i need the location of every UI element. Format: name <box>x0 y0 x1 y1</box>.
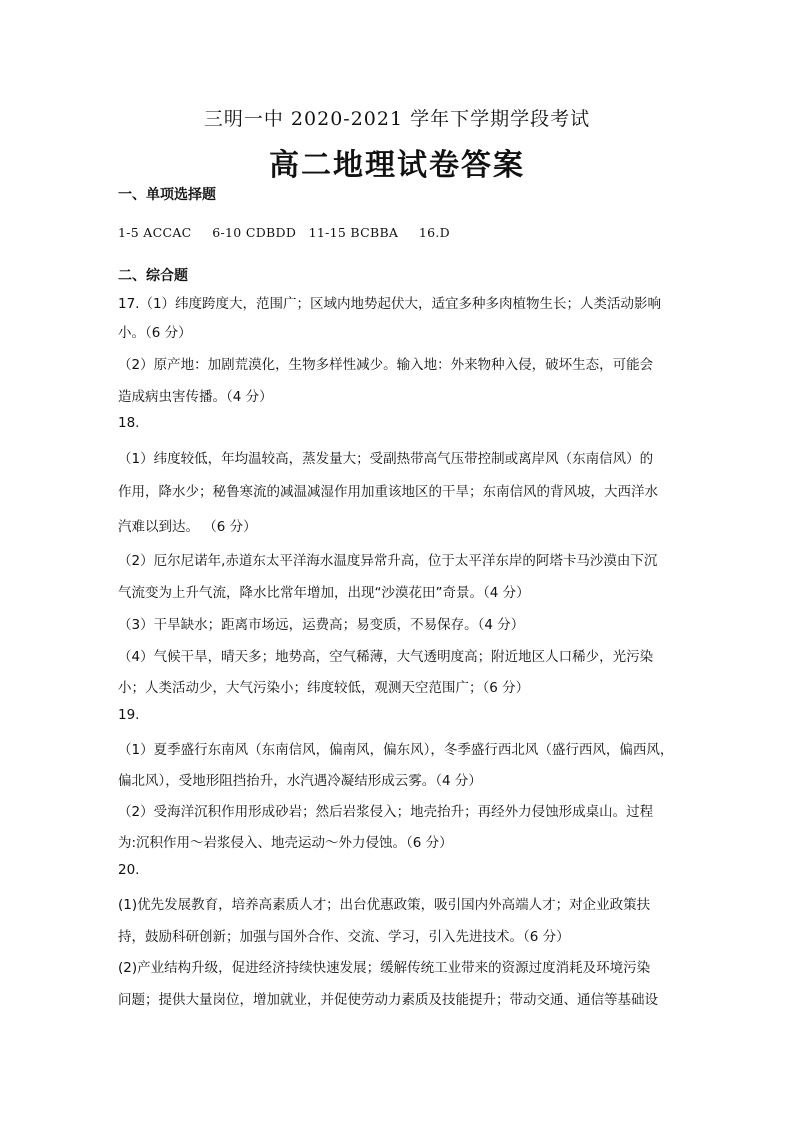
answer-line: 17.（1）纬度跨度大，范围广；区域内地势起伏大，适宜多种多肉植物生长；人类活动影响 <box>118 296 662 312</box>
answer-16: 16.D <box>418 225 450 240</box>
answer-line: （3）干旱缺水；距离市场远，运费高；易变质，不易保存。（4 分） <box>118 617 525 633</box>
answer-line: （2）原产地：加剧荒漠化，生物多样性减少。输入地：外来物种入侵，破坏生态，可能会 <box>118 357 654 373</box>
answer-line: 造成病虫害传播。（4 分） <box>118 389 273 405</box>
answer-line: 汽难以到达。 （6 分） <box>118 519 257 535</box>
answer-line: 作用，降水少；秘鲁寒流的减温减湿作用加重该地区的干旱；东南信风的背风坡，大西洋水 <box>118 484 658 500</box>
choice-answers-row <box>118 225 450 240</box>
paper-title: 高二地理试卷答案 <box>269 148 525 183</box>
answer-line: 小。（6 分） <box>118 325 192 341</box>
section2-heading: 二、综合题 <box>118 268 188 284</box>
school-exam-title: 三明一中 2020-2021 学年下学期学段考试 <box>203 108 591 130</box>
answer-line: （1）夏季盛行东南风（东南信风，偏南风，偏东风），冬季盛行西北风（盛行西风，偏西风， <box>118 742 674 758</box>
answer-line: 持，鼓励科研创新；加强与国外合作、交流、学习，引入先进技术。（6 分） <box>118 929 570 945</box>
answer-line: （1）纬度较低，年均温较高，蒸发量大；受副热带高气压带控制或离岸风（东南信风）的 <box>118 451 654 467</box>
answer-group-11-15: 11-15 BCBBA <box>308 225 399 240</box>
answer-group-1-5: 1-5 ACCAC <box>118 225 192 240</box>
answer-line: （4）气候干旱，晴天多；地势高，空气稀薄，大气透明度高；附近地区人口稀少，光污染 <box>118 649 654 665</box>
answer-line: (1)优先发展教育，培养高素质人才；出台优惠政策，吸引国内外高端人才；对企业政策扶 <box>118 897 651 913</box>
question-number: 19. <box>118 707 140 723</box>
answer-line: 小；人类活动少，大气污染小；纬度较低，观测天空范围广；（6 分） <box>118 680 530 696</box>
answer-line: 偏北风），受地形阻挡抬升，水汽遇冷凝结形成云雾。（4 分） <box>118 773 482 789</box>
answer-group-6-10: 6-10 CDBDD <box>212 225 297 240</box>
answer-line: 问题；提供大量岗位，增加就业，并促使劳动力素质及技能提升；带动交通、通信等基础设 <box>118 992 658 1008</box>
answer-line: (2)产业结构升级，促进经济持续快速发展；缓解传统工业带来的资源过度消耗及环境污染 <box>118 960 651 976</box>
answer-line: 为:沉积作用～岩浆侵入、地壳运动～外力侵蚀。（6 分） <box>118 835 453 851</box>
section1-heading: 一、单项选择题 <box>118 187 216 203</box>
answer-line: （2）厄尔尼诺年,赤道东太平洋海水温度异常升高，位于太平洋东岸的阿塔卡马沙漠由下沉 <box>118 553 658 569</box>
question-number: 18. <box>118 415 140 431</box>
answer-line: 气流变为上升气流，降水比常年增加，出现“沙漠花田”奇景。（4 分） <box>118 585 530 601</box>
answer-line: （2）受海洋沉积作用形成砂岩；然后岩浆侵入；地壳抬升；再经外力侵蚀形成桌山。过程 <box>118 804 654 820</box>
question-number: 20. <box>118 862 140 878</box>
